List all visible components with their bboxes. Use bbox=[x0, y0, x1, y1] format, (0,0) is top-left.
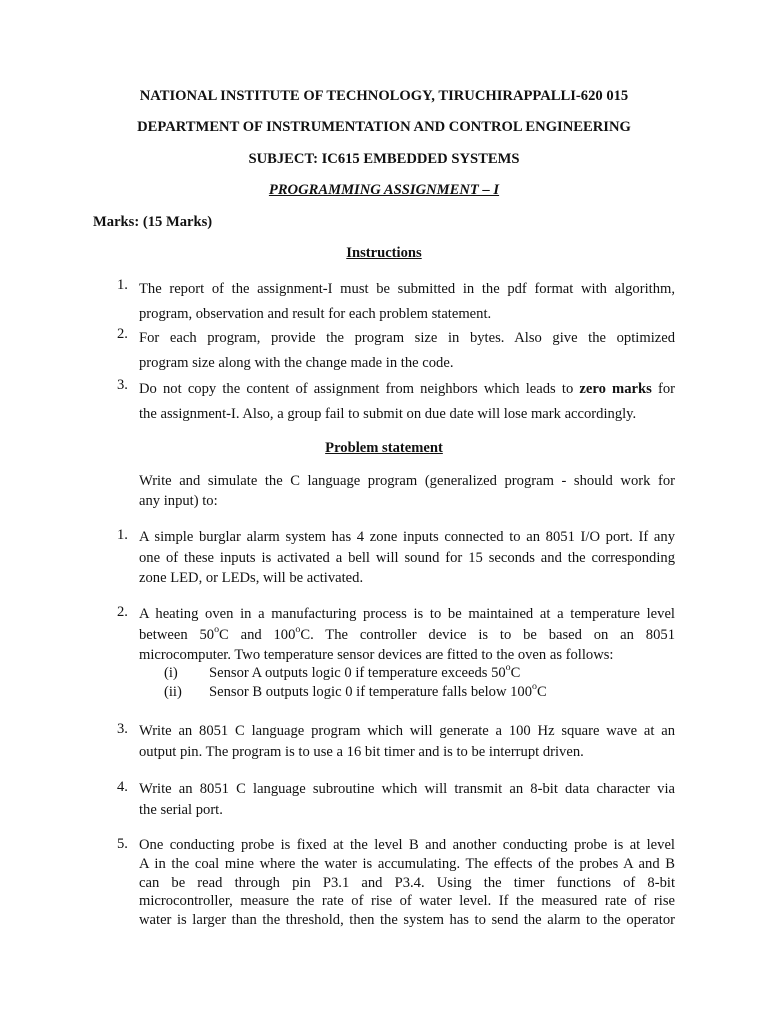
instruction-text-line: Do not copy the content of assignment from neighbors which leads to zero marks for bbox=[139, 381, 675, 397]
problem-number: 2. bbox=[117, 604, 128, 620]
instruction-number: 1. bbox=[117, 277, 128, 293]
instruction-text-line: the assignment-I. Also, a group fail to submit on due date will lose mark accordingly. bbox=[139, 406, 637, 422]
problem-number: 1. bbox=[117, 527, 128, 543]
instructions-heading: Instructions bbox=[346, 245, 422, 261]
problem-number: 3. bbox=[117, 721, 128, 737]
problem-number: 4. bbox=[117, 779, 128, 795]
problem-statement-heading: Problem statement bbox=[325, 440, 443, 456]
document-page: NATIONAL INSTITUTE OF TECHNOLOGY, TIRUCHIRAPPALLI-620 015 DEPARTMENT OF INSTRUMENTATION AND CONTROL ENGINEERING SUBJECT: IC615 EMBEDDED SYSTEMS PROGRAMMING ASSIGNMENT – I Marks: (15 Marks) Instructions 1. The report of the assignment-I must be submitted in the pdf format with algorithm, program, observation and result for each problem statement. 2. For each program, provide the program size in bytes. Also give the optimized program size along with the change made in the code. 3. Do not copy the content of assignment from neighbors which leads to zero marks for the assignment-I. Also, a group fail to submit on due date will lose mark accordingly. Problem statement Write and simulate the C language program (generalized program - should work for any input) to: 1. A simple burglar alarm system has 4 zone inputs connected to an 8051 I/O port. If any one of these inputs is activated a bell will sound for 15 seconds and the corresponding zone LED, or LEDs, will be activated. 2. A heating oven in a manufacturing process is to be maintained at a temperature level between 50$^o$C and 100$^o$C. The controller device is to be based on an 8051 microcomputer. Two temperature sensor devices are fitted to the oven as follows: (i) Sensor A outputs logic 0 if temperature exceeds 50$^o$C (ii) Sensor B outputs logic 0 if temperature falls below 100$^o$C 3. Write an 8051 C language program which will generate a 100 Hz square wave at an output pin. The program is to use a 16 bit timer and is to be interrupt driven. 4. Write an 8051 C language subroutine which will transmit an 8-bit data character via the serial port. 5. One conducting probe is fixed at the level B and another conducting probe is at level A in the coal mine where the water is accumulating. The effects of the probes A and B can be read through pin P3.1 and P3.4. Using the timer functions of 8-bit microcontroller, measure the rate of rise of water level. If the measured rate of rise water is larger than the threshold, then the system has to send the alarm to the operator bbox=[0, 0, 768, 1024]
instruction-number: 2. bbox=[117, 326, 128, 342]
instruction-text-line: program size along with the change made in the code. bbox=[139, 355, 454, 371]
problem-number: 5. bbox=[117, 836, 128, 852]
institute-heading: NATIONAL INSTITUTE OF TECHNOLOGY, TIRUCHIRAPPALLI-620 015 bbox=[139, 88, 629, 104]
assignment-title: PROGRAMMING ASSIGNMENT – I bbox=[268, 182, 500, 198]
instruction-text-line: For each program, provide the program size in bytes. Also give the optimized bbox=[139, 330, 675, 346]
zero-marks-emphasis: zero marks bbox=[579, 381, 652, 397]
instruction-text-line: program, observation and result for each problem statement. bbox=[139, 306, 492, 322]
subject-heading: SUBJECT: IC615 EMBEDDED SYSTEMS bbox=[248, 151, 520, 167]
instruction-text-line: The report of the assignment-I must be submitted in the pdf format with algorithm, bbox=[139, 281, 675, 297]
problem-intro: Write and simulate the C language program (generalized program - should work for any input) to: bbox=[139, 473, 675, 509]
instruction-number: 3. bbox=[117, 377, 128, 393]
department-heading: DEPARTMENT OF INSTRUMENTATION AND CONTROL ENGINEERING bbox=[137, 119, 631, 135]
marks-label: Marks: (15 Marks) bbox=[93, 214, 213, 230]
